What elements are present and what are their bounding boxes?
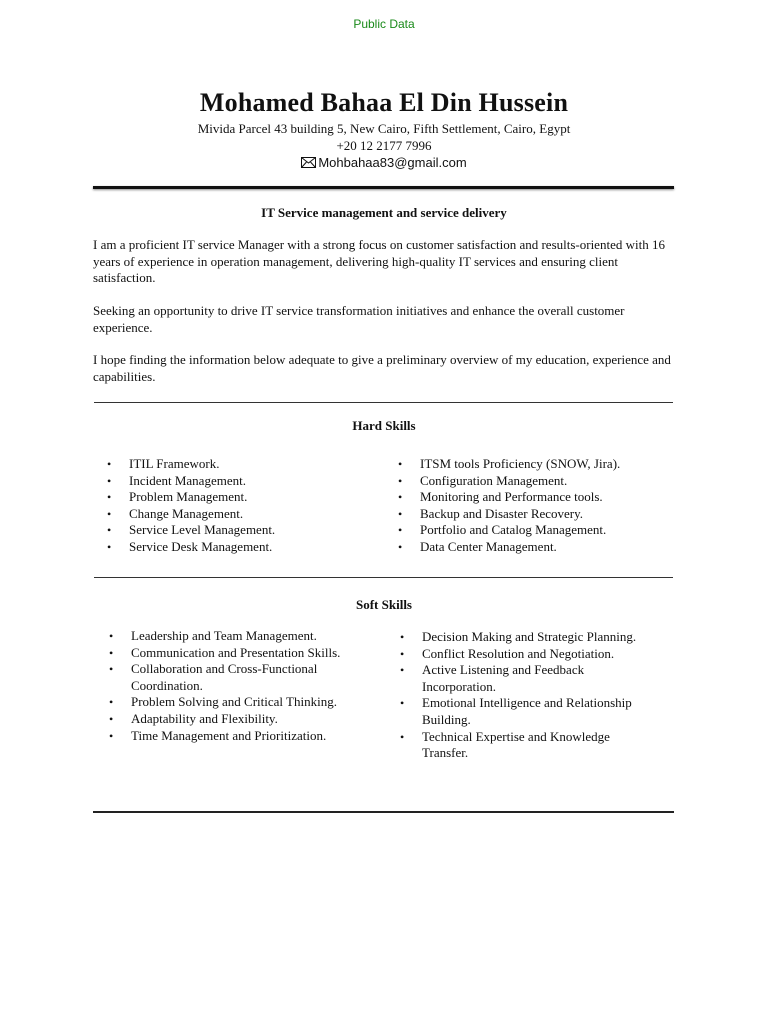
list-item: • ITSM tools Proficiency (SNOW, Jira).	[420, 456, 670, 473]
summary-paragraph: I hope finding the information below adequate to give a preliminary overview of my education, experience and capabilities.	[93, 352, 671, 384]
hard-skills-left-list	[129, 456, 369, 556]
header-divider	[93, 186, 674, 189]
list-item: • Problem Solving and Critical Thinking.	[131, 694, 356, 711]
list-item: • Decision Making and Strategic Planning.	[422, 629, 642, 646]
candidate-name: Mohamed Bahaa El Din Hussein	[199, 88, 569, 117]
section-divider	[94, 402, 673, 403]
summary-paragraph: Seeking an opportunity to drive IT service transformation initiatives and enhance the overall customer experience.	[93, 303, 625, 335]
address: Mivida Parcel 43 building 5, New Cairo, Fifth Settlement, Cairo, Egypt	[197, 121, 571, 136]
envelope-icon	[301, 157, 316, 168]
section-divider	[93, 811, 674, 813]
list-item: • Portfolio and Catalog Management.	[420, 522, 670, 539]
hard-skills-right-list	[420, 456, 670, 556]
list-item: • Monitoring and Performance tools.	[420, 489, 670, 506]
email-contact	[301, 154, 466, 171]
email-address[interactable]: Mohbahaa83@gmail.com	[318, 155, 467, 170]
phone-number: +20 12 2177 7996	[336, 138, 432, 153]
list-item: • Backup and Disaster Recovery.	[420, 506, 670, 523]
resume-header	[0, 86, 768, 172]
list-item: • Configuration Management.	[420, 473, 670, 490]
list-item: • Problem Management.	[129, 489, 369, 506]
hard-skills-title: Hard Skills	[352, 418, 416, 433]
list-item: • Data Center Management.	[420, 539, 670, 556]
list-item: • Emotional Intelligence and Relationship Building.	[422, 695, 642, 728]
list-item: • Incident Management.	[129, 473, 369, 490]
section-divider	[94, 577, 673, 578]
classification-label: Public Data	[353, 17, 415, 31]
list-item: • Time Management and Prioritization.	[131, 728, 356, 745]
summary-title: IT Service management and service delivery	[261, 205, 507, 220]
list-item: • Communication and Presentation Skills.	[131, 645, 356, 662]
list-item: • Service Desk Management.	[129, 539, 369, 556]
list-item: • ITIL Framework.	[129, 456, 369, 473]
list-item: • Service Level Management.	[129, 522, 369, 539]
list-item: • Collaboration and Cross-Functional Coordination.	[131, 661, 356, 694]
soft-skills-left-list	[131, 628, 356, 744]
list-item: • Active Listening and Feedback Incorporation.	[422, 662, 642, 695]
summary-paragraph: I am a proficient IT service Manager with a strong focus on customer satisfaction and results-oriented with 16 years of experience in operation management, delivering high-quality IT services and ensuring client satisfaction.	[93, 237, 665, 286]
soft-skills-title: Soft Skills	[356, 597, 412, 612]
list-item: • Change Management.	[129, 506, 369, 523]
list-item: • Adaptability and Flexibility.	[131, 711, 356, 728]
list-item: • Technical Expertise and Knowledge Transfer.	[422, 729, 642, 762]
soft-skills-right-list	[422, 629, 642, 762]
list-item: • Conflict Resolution and Negotiation.	[422, 646, 642, 663]
list-item: • Leadership and Team Management.	[131, 628, 356, 645]
